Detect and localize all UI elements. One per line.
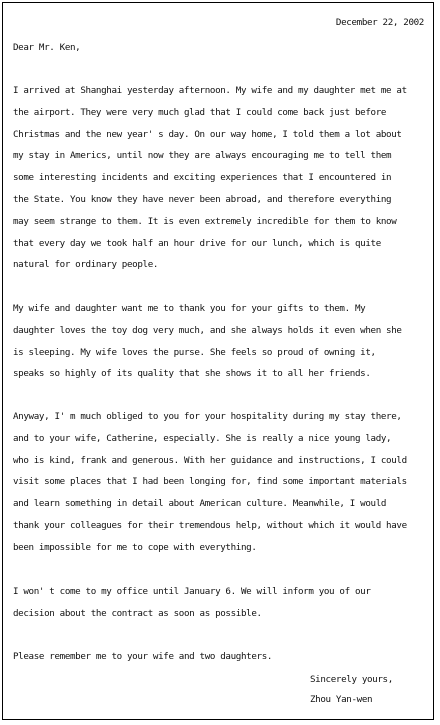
paragraph xyxy=(13,406,433,559)
paragraph xyxy=(13,581,433,625)
text-line: My wife and daughter want me to thank you for your gifts to them. My xyxy=(13,303,366,314)
text-line: who is kind, frank and generous. With her guidance and instructions, I could xyxy=(13,454,407,466)
text-line: some interesting incidents and exciting experiences that I encountered in xyxy=(13,172,392,184)
text-line: Anyway, I' m much obliged to you for your hospitality during my stay there, xyxy=(13,411,402,422)
signature: Zhou Yan-wen xyxy=(310,694,373,705)
text-line: visit some places that I had been longing for, find some important materials xyxy=(13,476,407,488)
text-line: decision about the contract as soon as possible. xyxy=(13,607,262,619)
text-line: I won' t come to my office until January 6. We will inform you of our xyxy=(13,586,371,597)
text-line: and to your wife, Catherine, especially. She is really a nice young lady, xyxy=(13,432,392,444)
letter-date: December 22, 2002 xyxy=(335,17,424,28)
text-line: natural for ordinary people. xyxy=(13,259,159,271)
text-line: may seem strange to them. It is even extremely incredible for them to know xyxy=(13,215,397,227)
text-line: I arrived at Shanghai yesterday afternoon. My wife and my daughter met me at xyxy=(13,85,407,96)
paragraph xyxy=(13,298,433,385)
text-line: is sleeping. My wife loves the purse. She feels so proud of owning it, xyxy=(13,346,376,358)
text-line: been impossible for me to cope with everything. xyxy=(13,541,257,553)
text-line: my stay in Americs, until now they are always encouraging me to tell them xyxy=(13,150,392,162)
text-line: thank your colleagues for their tremendous help, without which it would have xyxy=(13,519,407,531)
text-line: Please remember me to your wife and two daughters. xyxy=(13,651,273,662)
text-line: that every day we took half an hour drive for our lunch, which is quite xyxy=(13,237,381,249)
salutation: Dear Mr. Ken, xyxy=(13,42,81,53)
paragraph xyxy=(13,80,433,276)
letter-page xyxy=(2,2,434,720)
text-line: and learn something in detail about American culture. Meanwhile, I would xyxy=(13,498,387,510)
text-line: Christmas and the new year' s day. On our way home, I told them a lot about xyxy=(13,128,402,140)
text-line: the State. You know they have never been abroad, and therefore everything xyxy=(13,193,392,205)
closing-block xyxy=(310,670,393,710)
text-line: daughter loves the toy dog very much, and she always holds it even when she xyxy=(13,324,402,336)
closing: Sincerely yours, xyxy=(310,674,393,685)
paragraph xyxy=(13,646,433,668)
text-line: speaks so highly of its quality that she shows it to all her friends. xyxy=(13,368,371,380)
text-line: the airport. They were very much glad that I could come back just before xyxy=(13,106,387,118)
